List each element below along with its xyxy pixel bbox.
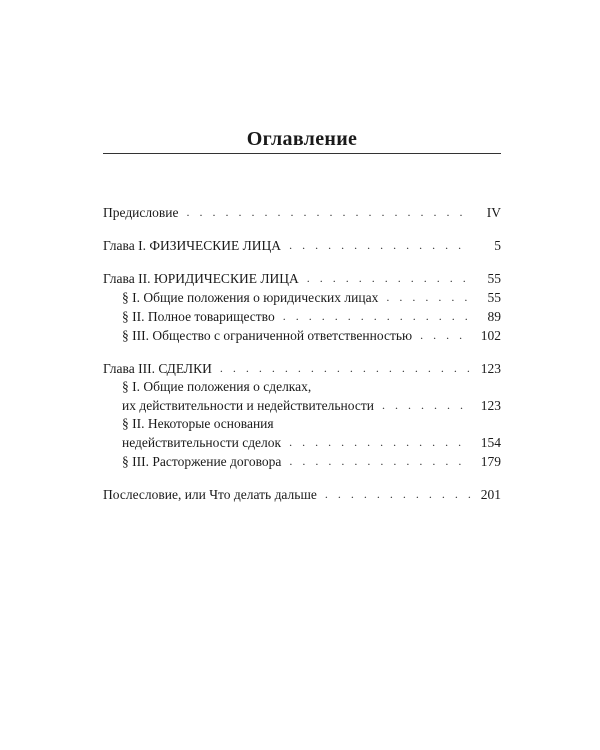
- toc-title: Оглавление: [246, 128, 358, 150]
- toc-entry-label: § II. Некоторые основания: [122, 416, 274, 431]
- dot-leader: [307, 269, 471, 288]
- toc-entry-page: 123: [480, 398, 501, 413]
- toc-entry-section[interactable]: [103, 288, 501, 307]
- toc-entry-section[interactable]: [103, 326, 501, 345]
- dot-leader: [325, 485, 471, 504]
- toc-entry-label: § I. Общие положения о юридических лицах: [122, 290, 379, 305]
- spacer: [103, 471, 501, 485]
- dot-leader: [283, 307, 471, 326]
- dot-leader: [420, 326, 471, 345]
- toc-entry-label: Глава I. ФИЗИЧЕСКИЕ ЛИЦА: [103, 238, 282, 253]
- dot-leader: [220, 359, 471, 378]
- toc-entry-page: 201: [480, 487, 501, 502]
- dot-leader: [289, 452, 471, 471]
- toc-entry-section-line1[interactable]: [103, 378, 501, 396]
- toc-entry-label: их действительности и недействительности: [122, 398, 374, 413]
- spacer: [103, 345, 501, 359]
- toc-entry-label: Глава II. ЮРИДИЧЕСКИЕ ЛИЦА: [103, 271, 299, 286]
- spacer: [103, 222, 501, 236]
- dot-leader: [289, 433, 471, 452]
- toc-entry-label: Послесловие, или Что делать дальше: [103, 487, 317, 502]
- toc-entry-section-line1[interactable]: [103, 415, 501, 433]
- toc-entry-label: § III. Расторжение договора: [122, 454, 282, 469]
- toc-entry-chapter-1[interactable]: [103, 236, 501, 255]
- toc-entry-label: § I. Общие положения о сделках,: [122, 379, 312, 394]
- toc-entry-label: Глава III. СДЕЛКИ: [103, 361, 212, 376]
- spacer: [103, 255, 501, 269]
- toc-entry-label: § II. Полное товарищество: [122, 309, 275, 324]
- toc-entry-section-line2[interactable]: [103, 396, 501, 415]
- toc-entry-label: § III. Общество с ограниченной ответственностью: [122, 328, 413, 343]
- dot-leader: [186, 203, 471, 222]
- toc-entry-page: 5: [494, 238, 501, 253]
- toc-entry-page: IV: [486, 205, 501, 220]
- toc-entry-page: 123: [480, 361, 501, 376]
- toc-entry-page: 154: [480, 435, 501, 450]
- toc-entry-preface[interactable]: [103, 203, 501, 222]
- dot-leader: [382, 396, 471, 415]
- toc-entry-section[interactable]: [103, 307, 501, 326]
- toc-entry-section-line2[interactable]: [103, 433, 501, 452]
- toc-entry-chapter-2[interactable]: [103, 269, 501, 288]
- toc-entry-section[interactable]: [103, 452, 501, 471]
- dot-leader: [386, 288, 471, 307]
- toc-entry-afterword[interactable]: [103, 485, 501, 504]
- title-divider: [103, 153, 501, 154]
- toc-entry-label: Предисловие: [103, 205, 179, 220]
- toc-entry-label: недействительности сделок: [122, 435, 282, 450]
- toc-entry-page: 55: [487, 290, 501, 305]
- toc-entry-page: 55: [487, 271, 501, 286]
- toc-entry-page: 89: [487, 309, 501, 324]
- toc-entry-chapter-3[interactable]: [103, 359, 501, 378]
- toc-entry-page: 102: [480, 328, 501, 343]
- table-of-contents: [103, 203, 501, 504]
- dot-leader: [289, 236, 471, 255]
- toc-entry-page: 179: [480, 454, 501, 469]
